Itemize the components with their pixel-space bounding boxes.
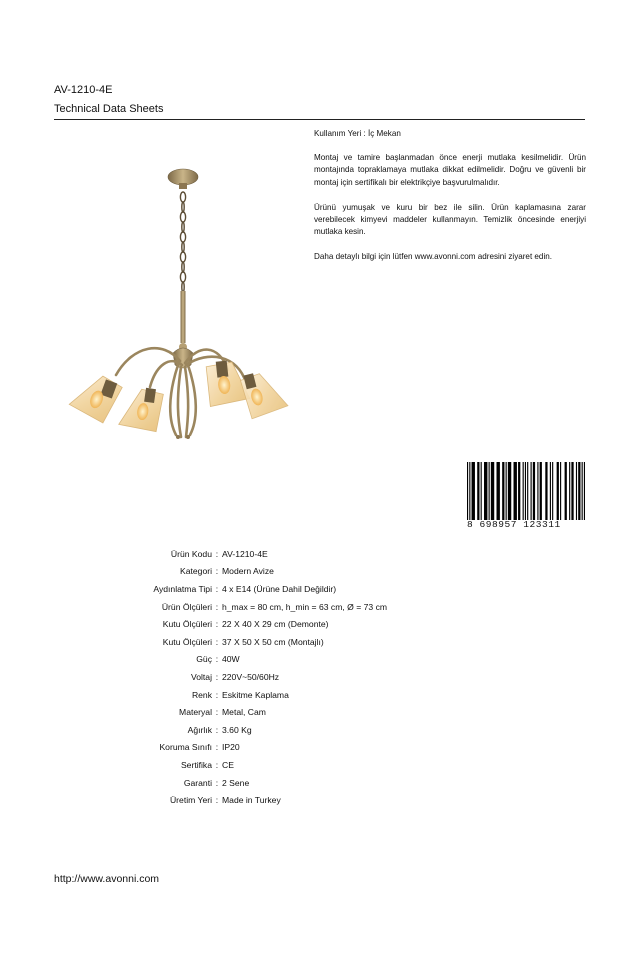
spec-row (62, 668, 482, 686)
barcode-bar (584, 462, 585, 520)
usage-location: Kullanım Yeri : İç Mekan (314, 129, 401, 138)
barcode-bar (481, 462, 482, 520)
spec-separator: : (215, 601, 219, 612)
barcode-bar (506, 462, 507, 520)
spec-separator: : (215, 566, 219, 577)
spec-key: Ağırlık (187, 724, 212, 735)
barcode-bar (469, 462, 470, 520)
spec-separator: : (215, 619, 219, 630)
barcode-bar (527, 462, 528, 520)
spec-key: Ürün Kodu (170, 548, 212, 559)
spec-table (62, 545, 482, 809)
safety-paragraph: Montaj ve tamire başlanmadan önce enerji mutlaka kesilmelidir. Ürün montajında topraklamaya mutlaka dikkat edilmelidir. Doğru ve güvenli bir montaj için sertifikalı bir elektrikçiye başvurulmalıdır. (314, 153, 586, 187)
spec-separator: : (215, 689, 219, 700)
barcode-bar (569, 462, 570, 520)
barcode-bar (557, 462, 559, 520)
spec-key: Ürün Ölçüleri (161, 601, 212, 612)
barcode-bar (467, 462, 468, 520)
barcode-bar (508, 462, 511, 520)
spec-row (62, 580, 482, 598)
spec-key: Üretim Yeri (169, 795, 212, 806)
spec-separator: : (215, 654, 219, 665)
spec-key: Aydınlatma Tipi (153, 583, 212, 594)
spec-value: h_max = 80 cm, h_min = 63 cm, Ø = 73 cm (222, 601, 388, 612)
spec-key: Materyal (179, 707, 212, 718)
spec-separator: : (215, 777, 219, 788)
barcode-bar (565, 462, 567, 520)
barcode-bar (502, 462, 504, 520)
spec-row (62, 703, 482, 721)
barcode-bar (552, 462, 553, 520)
barcode-bar (523, 462, 524, 520)
spec-separator: : (215, 795, 219, 806)
spec-value: 2 Sene (222, 777, 250, 788)
barcode-bar (489, 462, 490, 520)
spec-key: Kategori (179, 566, 212, 577)
footer-website-link[interactable]: http://www.avonni.com (54, 873, 160, 885)
spec-key: Voltaj (190, 671, 212, 682)
spec-row (62, 739, 482, 757)
barcode-bar (560, 462, 561, 520)
barcode-bar (571, 462, 573, 520)
spec-key: Sertifika (180, 759, 212, 770)
header-divider (54, 119, 585, 120)
product-code-title: AV-1210-4E (54, 84, 113, 96)
chandelier-product-image (58, 165, 298, 445)
spec-row (62, 721, 482, 739)
spec-value: AV-1210-4E (222, 548, 268, 559)
spec-separator: : (215, 724, 219, 735)
barcode-digits: 8 698957 123311 (467, 519, 561, 530)
spec-separator: : (215, 636, 219, 647)
barcode-bar (531, 462, 532, 520)
cleaning-paragraph: Ürünü yumuşak ve kuru bir bez ile silin. Ürün kaplamasına zarar verebilecek kimyevi maddeler kullanmayın. Temizlik öncesinde enerjiyi mutlaka kesin. (314, 202, 586, 237)
barcode-bar (484, 462, 487, 520)
spec-value: 40W (222, 654, 240, 665)
spec-value: IP20 (222, 742, 240, 753)
info-block (314, 128, 586, 277)
spec-separator: : (215, 742, 219, 753)
document-subtitle: Technical Data Sheets (54, 103, 164, 115)
spec-separator: : (215, 671, 219, 682)
spec-value: Metal, Cam (222, 707, 266, 718)
barcode-bar (491, 462, 494, 520)
spec-separator: : (215, 548, 219, 559)
spec-row (62, 651, 482, 669)
barcode-bar (540, 462, 542, 520)
spec-row (62, 598, 482, 616)
spec-value: Made in Turkey (222, 795, 281, 806)
spec-key: Kutu Ölçüleri (162, 636, 212, 647)
spec-value: Eskitme Kaplama (222, 689, 289, 700)
barcode-bar (518, 462, 520, 520)
spec-row (62, 756, 482, 774)
barcode-bar (578, 462, 580, 520)
spec-separator: : (215, 707, 219, 718)
spec-value: 3.60 Kg (222, 724, 252, 735)
barcode-bar (514, 462, 517, 520)
website-paragraph: Daha detaylı bilgi için lütfen www.avonni.com adresini ziyaret edin. (314, 252, 552, 262)
barcode-bar (582, 462, 583, 520)
barcode-bar (472, 462, 475, 520)
spec-separator: : (215, 583, 219, 594)
spec-value: CE (222, 759, 234, 770)
spec-key: Kutu Ölçüleri (162, 619, 212, 630)
spec-value: 220V~50/60Hz (222, 671, 280, 682)
barcode-bars (467, 462, 585, 520)
spec-key: Garanti (183, 777, 212, 788)
spec-key: Renk (191, 689, 212, 700)
spec-value: 37 X 50 X 50 cm (Montajlı) (222, 636, 324, 647)
barcode-bar (545, 462, 547, 520)
barcode-bar (576, 462, 577, 520)
spec-row (62, 563, 482, 581)
spec-value: Modern Avize (222, 566, 274, 577)
barcode-bar (537, 462, 538, 520)
spec-value: 22 X 40 X 29 cm (Demonte) (222, 619, 329, 630)
spec-row (62, 686, 482, 704)
spec-row (62, 774, 482, 792)
spec-row (62, 633, 482, 651)
spec-row (62, 791, 482, 809)
spec-row (62, 615, 482, 633)
barcode-bar (497, 462, 500, 520)
spec-value: 4 x E14 (Ürüne Dahil Değildir) (222, 583, 337, 594)
barcode-bar (533, 462, 535, 520)
spec-row (62, 545, 482, 563)
barcode-bar (550, 462, 551, 520)
spec-key: Güç (196, 654, 212, 665)
spec-key: Koruma Sınıfı (159, 742, 212, 753)
barcode-bar (477, 462, 479, 520)
spec-separator: : (215, 759, 219, 770)
barcode-bar (525, 462, 526, 520)
